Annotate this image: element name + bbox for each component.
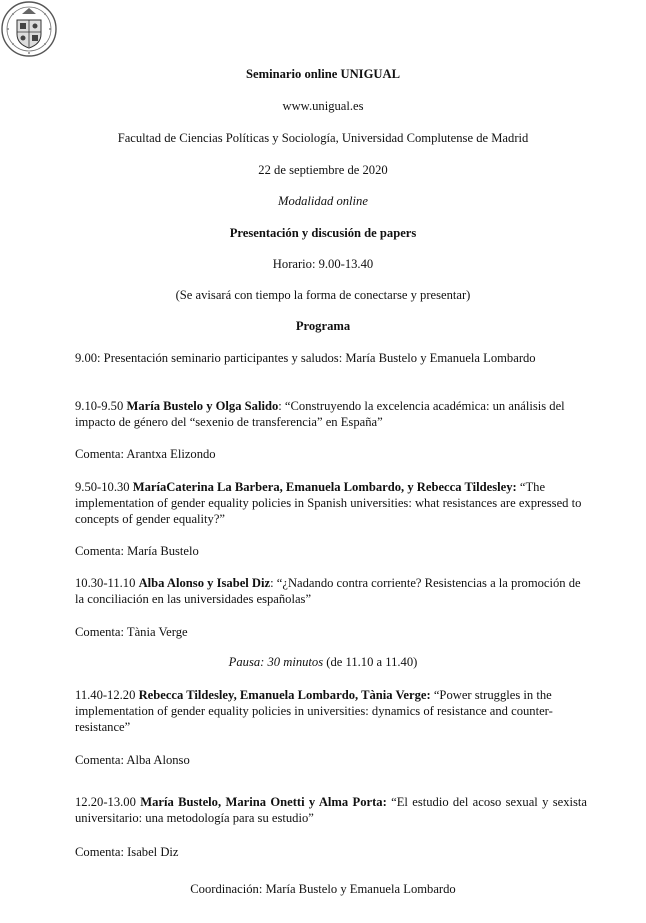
session-1: 9.10-9.50 María Bustelo y Olga Salido: “Construyendo la excelencia académica: un análisis del impacto de género del “sexenio de transferencia” en España” bbox=[75, 399, 565, 429]
schedule: Horario: 9.00-13.40 bbox=[272, 257, 374, 271]
seminar-title: Seminario online UNIGUAL bbox=[246, 67, 400, 81]
session-3-comment: Comenta: Tània Verge bbox=[75, 625, 188, 639]
pause-break: Pausa: 30 minutos (de 11.10 a 11.40) bbox=[228, 655, 418, 669]
session-3: 10.30-11.10 Alba Alonso y Isabel Diz: “¿Nadando contra corriente? Resistencias a la promoción de la conciliación en las universidades españolas” bbox=[75, 576, 581, 606]
session-2: 9.50-10.30 MaríaCaterina La Barbera, Emanuela Lombardo, y Rebecca Tildesley: “The implementation of gender equality policies in Spanish universities: what resistances are expressed to concepts of gender equality?” bbox=[75, 480, 582, 526]
session-4-comment: Comenta: Alba Alonso bbox=[75, 753, 190, 767]
connection-note: (Se avisará con tiempo la forma de conectarse y presentar) bbox=[175, 288, 471, 302]
modality: Modalidad online bbox=[278, 194, 368, 208]
website-link[interactable]: www.unigual.es bbox=[282, 99, 364, 113]
subtitle: Presentación y discusión de papers bbox=[229, 226, 417, 240]
session-5-comment: Comenta: Isabel Diz bbox=[75, 845, 179, 859]
coordination: Coordinación: María Bustelo y Emanuela Lombardo bbox=[190, 882, 456, 896]
session-5: 12.20-13.00 María Bustelo, Marina Onetti y Alma Porta: “El estudio del acoso sexual y sexista universitario: una metodología para su estudio” bbox=[75, 795, 588, 825]
program-heading: Programa bbox=[295, 319, 351, 333]
faculty-line: Facultad de Ciencias Políticas y Sociología, Universidad Complutense de Madrid bbox=[117, 131, 529, 145]
seminar-date: 22 de septiembre de 2020 bbox=[258, 163, 388, 177]
session-2-comment: Comenta: María Bustelo bbox=[75, 544, 199, 558]
session-4: 11.40-12.20 Rebecca Tildesley, Emanuela Lombardo, Tània Verge: “Power struggles in the implementation of gender equality policies in universities: dynamics of resistance and counter-resistance” bbox=[75, 688, 553, 734]
university-seal-icon bbox=[0, 0, 58, 58]
opening-session: 9.00: Presentación seminario participantes y saludos: María Bustelo y Emanuela Lombardo bbox=[75, 351, 536, 365]
session-1-comment: Comenta: Arantxa Elizondo bbox=[75, 447, 216, 461]
